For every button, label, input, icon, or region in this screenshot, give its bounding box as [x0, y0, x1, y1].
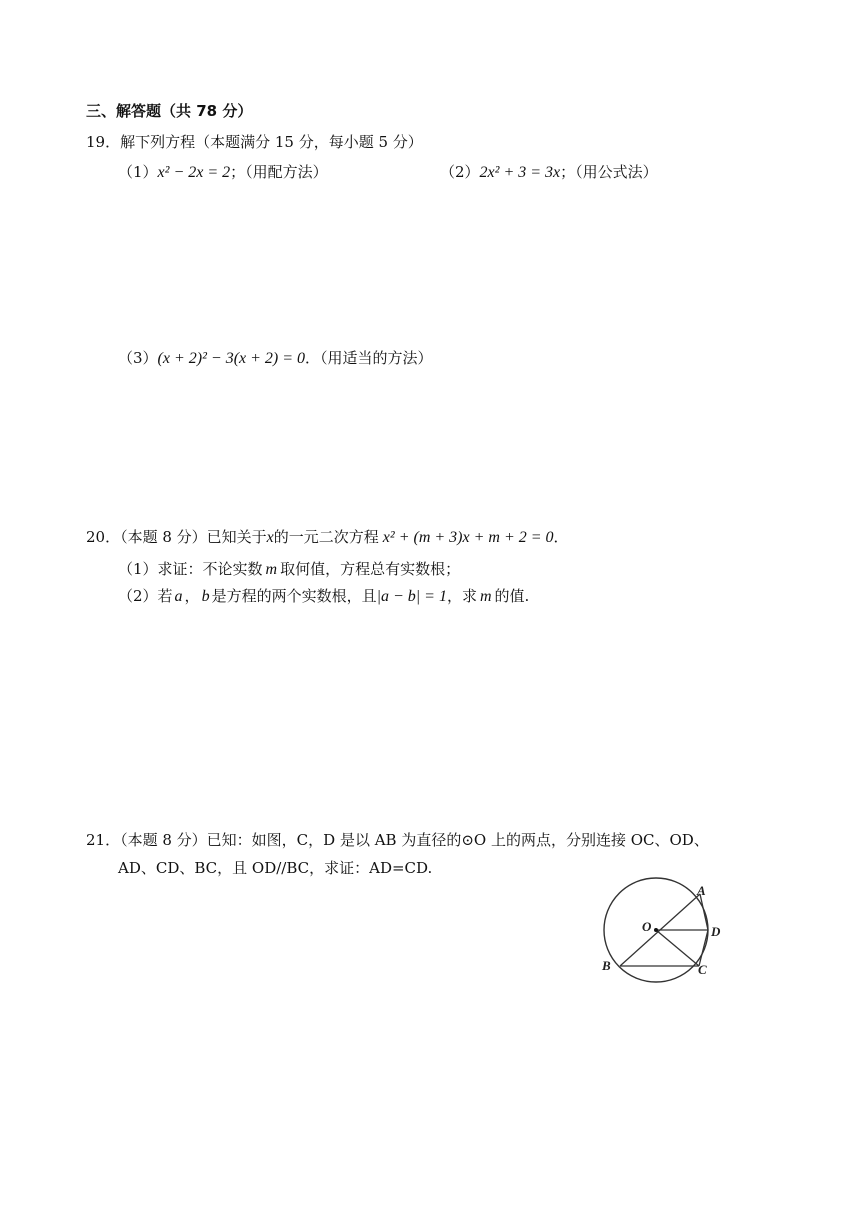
- q19-part1-equation: x² − 2x = 2: [157, 164, 231, 181]
- q20-intro-a: 20．（本题 8 分）已知关于: [86, 528, 267, 546]
- q20-part2-a: （2）若: [118, 587, 173, 605]
- q20-intro-b: 的一元二次方程: [273, 528, 379, 546]
- q19-part1-method: ；（用配方法）: [230, 163, 328, 181]
- q20-abs-equation: |a − b| = 1: [376, 588, 447, 605]
- circle-geometry-figure: [596, 870, 736, 990]
- q19-part3-method: ．（用适当的方法）: [305, 349, 433, 367]
- q19-part1: [118, 161, 328, 184]
- center-point: [654, 928, 658, 932]
- q19-part1-label: （1）: [118, 163, 158, 181]
- segment-ad: [700, 894, 708, 930]
- q19-part3: [118, 347, 433, 370]
- q20-part1-b: 取何值，方程总有实数根；: [280, 560, 461, 578]
- q20-part2-c: ，求: [446, 587, 477, 605]
- q19-part2-label: （2）: [440, 163, 480, 181]
- q20-part1-a: （1）求证：不论实数: [118, 560, 263, 578]
- q20-var-m: m: [265, 561, 278, 578]
- q19-part2-method: ；（用公式法）: [560, 163, 658, 181]
- q20-equation: x² + (m + 3)x + m + 2 = 0: [382, 529, 554, 546]
- q20-var-a: a: [174, 588, 183, 605]
- q20-var-x: x: [266, 529, 274, 546]
- q21-line1: 21．（本题 8 分）已知：如图，C，D 是以 AB 为直径的⊙O 上的两点，分别连接 OC、OD、: [86, 831, 709, 849]
- q19-part3-label: （3）: [118, 349, 158, 367]
- label-b: B: [602, 958, 611, 973]
- q20-intro: [86, 526, 569, 549]
- q19-part2-equation: 2x² + 3 = 3x: [479, 164, 561, 181]
- q20-part2: [118, 585, 529, 608]
- q19-intro: 19．解下列方程（本题满分 15 分，每小题 5 分）: [86, 133, 423, 151]
- q21-line2: AD、CD、BC，且 OD//BC，求证：AD=CD.: [118, 859, 433, 877]
- segment-cd: [699, 930, 708, 966]
- q20-var-m-2: m: [479, 588, 492, 605]
- q20-part2-d: 的值.: [494, 587, 530, 605]
- label-c: C: [698, 962, 707, 977]
- q20-part2-b: 是方程的两个实数根，且: [211, 587, 377, 605]
- label-d: D: [711, 924, 721, 939]
- segment-oc: [656, 930, 699, 966]
- q19-part2: [440, 161, 658, 184]
- q20-var-b: b: [201, 588, 210, 605]
- q20-comma: ，: [184, 587, 200, 605]
- q20-part1: [118, 558, 460, 581]
- label-a: A: [697, 883, 706, 898]
- section-heading: 三、解答题（共 78 分）: [86, 102, 253, 120]
- label-o: O: [642, 919, 652, 934]
- q19-part3-equation: (x + 2)² − 3(x + 2) = 0: [157, 350, 306, 367]
- q20-intro-c: ．: [553, 528, 569, 546]
